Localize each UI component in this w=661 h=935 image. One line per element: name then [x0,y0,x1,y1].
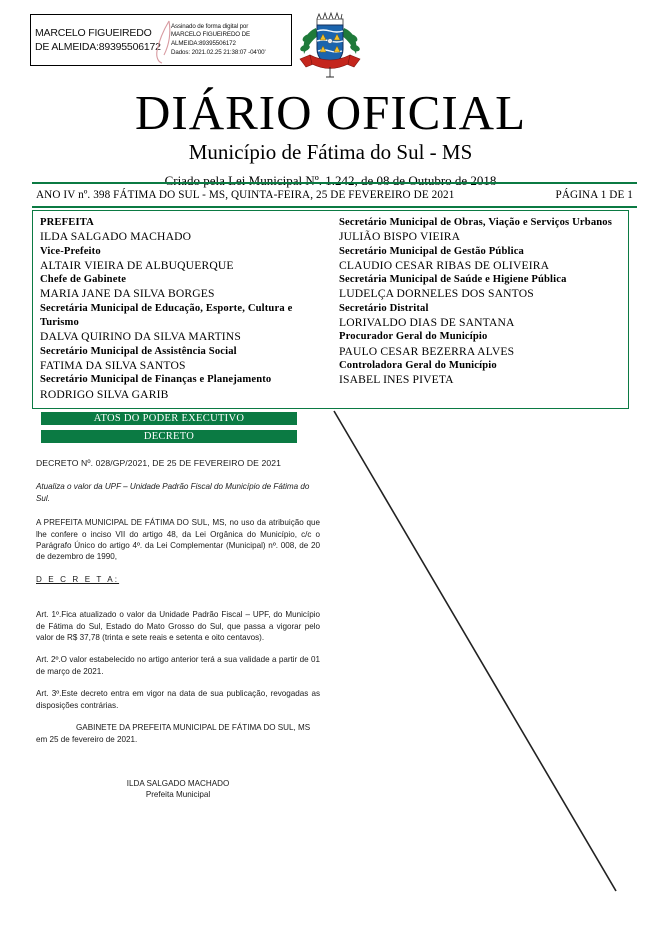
signature-metadata [167,23,291,57]
official-name: MARIA JANE DA SILVA BORGES [40,287,215,301]
gabinete-line-2: SUL, MS em 25 de fevereiro de 2021. [36,723,311,744]
official-name: LORIVALDO DIAS DE SANTANA [339,316,515,330]
official-role: Secretário Distrital [339,302,429,314]
officials-box [32,210,629,409]
officials-right-column [329,211,628,408]
official-name: ALTAIR VIEIRA DE ALBUQUERQUE [40,258,234,272]
official-role: PREFEITA [40,217,94,228]
official-role: Chefe de Gabinete [40,274,127,286]
signature-meta-line-2: MARCELO FIGUEIREDO DE [171,31,251,39]
official-name: FATIMA DA SILVA SANTOS [40,358,186,372]
section-bar-atos-poder-executivo: ATOS DO PODER EXECUTIVO [41,412,297,425]
decree-ementa: Atualiza o valor da UPF – Unidade Padrão Fiscal do Município de Fátima do Sul. [36,482,310,503]
signature-subject-name: MARCELO FIGUEIREDO DE ALMEIDA:89395506172 [35,27,161,53]
official-role: Vice-Prefeito [40,245,101,257]
official-name: LUDELÇA DORNELES DOS SANTOS [339,287,534,301]
signatory-title: Prefeita Municipal [145,790,211,800]
official-role: Secretária Municipal de Saúde e Higiene Pública [339,274,567,286]
section-bar-decreto: DECRETO [41,430,297,443]
masthead-subtitle: Município de Fátima do Sul - MS [188,140,473,164]
signatory-name: ILDA SALGADO MACHADO [126,779,230,788]
page-title: DIÁRIO OFICIAL [135,85,526,140]
decreta-label: D E C R E T A: [36,574,120,584]
decree-heading: DECRETO Nº. 028/GP/2021, DE 25 DE FEVEREIRO DE 2021 [36,458,281,468]
official-name: RODRIGO SILVA GARIB [40,387,169,401]
decree-preamble: A PREFEITA MUNICIPAL DE FÁTIMA DO SUL, MS, no uso da atribuição que lhe confere o inciso VII do artigo 48, da Lei Orgânica do Município, c/c o Parágrafo Único do artigo 4º. da Lei Complementar (Municipal) nº. 008, de 20 de dezembro de 1990, [36,518,320,562]
official-role: Secretário Municipal de Obras, Viação e Serviços Urbanos [339,217,613,228]
official-role: Secretária Municipal de Educação, Esporte, Cultura e Turismo [40,302,293,329]
signature-meta-line-4: Dados: 2021.02.25 21:38:07 -04'00' [171,48,266,56]
official-role: Secretário Municipal de Assistência Social [40,345,237,357]
official-name: ILDA SALGADO MACHADO [40,230,192,244]
masthead-law-line: Criado pela Lei Municipal Nº. 1.242, de 08 de Outubro de 2018 [164,173,497,188]
edition-bar [32,182,637,208]
signature-block [36,778,320,801]
gabinete-line-1: GABINETE DA PREFEITA MUNICIPAL DE FÁTIMA DO [76,723,276,733]
decree-body [36,458,320,756]
municipal-coat-of-arms-icon [296,10,364,84]
page-indicator: PÁGINA 1 DE 1 [555,188,633,201]
official-name: DALVA QUIRINO DA SILVA MARTINS [40,330,241,344]
official-name: JULIÃO BISPO VIEIRA [339,230,461,244]
decree-article-1: Art. 1º.Fica atualizado o valor da Unidade Padrão Fiscal – UPF, do Município de Fátima do Sul, Estado do Mato Grosso do Sul, que passa a vigorar pelo valor de R$ 37,78 (trinta e sete reais e setenta e oito centavos). [36,610,320,643]
decree-article-3: Art. 3º.Este decreto entra em vigor na data de sua publicação, revogadas as disposições contrárias. [36,689,320,710]
edition-info: ANO IV nº. 398 FÁTIMA DO SUL - MS, QUINTA-FEIRA, 25 DE FEVEREIRO DE 2021 [36,188,455,201]
official-name: ISABEL INES PIVETA [339,373,454,387]
signature-meta-line-1: Assinado de forma digital por [171,22,249,30]
digital-signature-stamp [30,14,292,66]
official-name: PAULO CESAR BEZERRA ALVES [339,344,515,358]
decree-article-2: Art. 2º.O valor estabelecido no artigo anterior terá a sua validade a partir de 01 de março de 2021. [36,655,320,676]
decree-gabinete-line [36,722,320,745]
officials-left-column [33,211,329,408]
official-name: CLAUDIO CESAR RIBAS DE OLIVEIRA [339,258,550,272]
official-role: Secretário Municipal de Gestão Pública [339,245,524,257]
masthead [0,85,661,190]
official-role: Procurador Geral do Município [339,331,488,343]
signature-meta-line-3: ALMEIDA:89395506172 [171,40,236,47]
official-role: Controladora Geral do Município [339,359,497,371]
official-role: Secretário Municipal de Finanças e Planejamento [40,374,272,386]
